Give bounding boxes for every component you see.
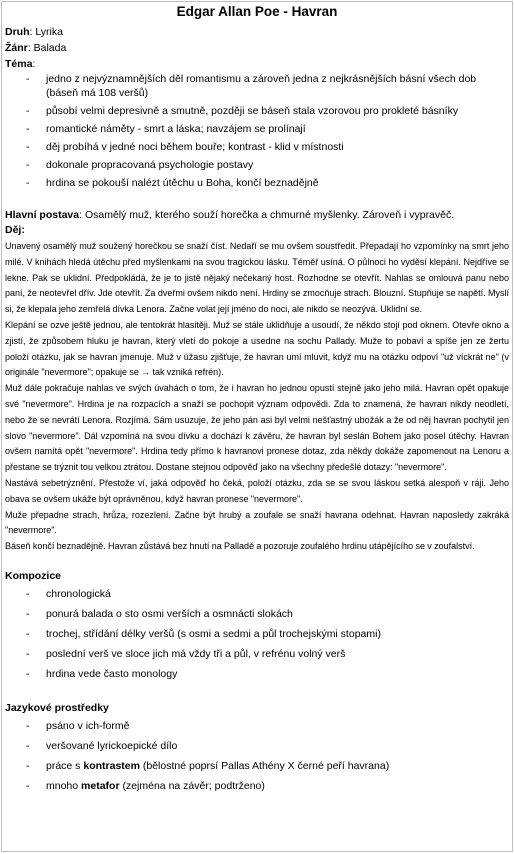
- list-item: [5, 719, 509, 733]
- tema-line: [5, 56, 509, 72]
- jazyk-heading: Jazykové prostředky: [5, 701, 109, 714]
- dej-paragraph: Muže přepadne strach, hrůza, rozezlení. Začne být hrubý a zoufale se snaží havrana odehnat. Havran naposledy zakráká "nevermore".: [5, 509, 509, 536]
- list-item: - trochej, střídání délky veršů (s osmi a sedmi a půl trochejskými stopami): [5, 627, 509, 641]
- list-item: - romantické náměty - smrt a láska; navzájem se prolínají: [5, 122, 509, 136]
- spacer: [5, 555, 509, 569]
- druh-label: Druh: [5, 26, 30, 38]
- list-item: - ponurá balada o sto osmi verších a osmnácti slokách: [5, 607, 509, 621]
- item-text: práce s: [46, 759, 84, 772]
- zanr-line: [5, 40, 509, 56]
- postava-label: Hlavní postava: [5, 209, 80, 221]
- dej-paragraph: Muž dále pokračuje nahlas ve svých úvahách o tom, že i havran ho jednou opustí stejně jako jeho milá. Havran opět opakuje své "nevermore". Hrdina je na rozpacích a snaží se pochopit význam odpovědi. Zda to znamená, že havran nikdy neodletí, nebo že se nevrátí Lenora. Rozjímá. Sám usuzuje, že jeho pán asi byl velmi nešťastný ubožák a že od něj havran pochytil jen slovo "nevermore". Dál vzpomíná na svou dívku a dochází k závěru, že havran byl seslán Bohem jako posel útěchy. Havran ovšem namítá opět "nevermore". Hrdina tedy přímo k havranovi pronese dotaz, zda někdy dokáže zapomenout na Lenoru a přestane se trýznit tou velkou ztrátou. Dostane stejnou odpověď jako na všechny předešlé dotazy: "nevermore".: [5, 383, 509, 473]
- zanr-label: Žánr: [5, 42, 28, 54]
- list-item: - chronologická: [5, 587, 509, 601]
- tema-list: [5, 72, 509, 190]
- dej-paragraph: Klepání se ozve ještě jednou, ale tentokrát hlasitěji. Muž se stále uklidňuje a usoudí, že někdo stojí pod oknem. Otevře okno a zjistí, že způsobem hluku je havran, který vletí do pokoje a usedne na sochu Pallady. Muže to pobaví a spíše jen ze žertu položí otázku, jak se havran jmenuje. Muž v úžasu zjišťuje, že havran umí mluvit, když mu na otázku odpoví "už víckrát ne" (v originále "nevermore"; opakuje se → tak vzniká refrén).: [5, 319, 509, 378]
- list-item: [5, 739, 509, 753]
- item-text: (bělostné poprsí Pallas Athény X černé peří havrana): [139, 759, 390, 772]
- jazyk-list: [5, 719, 509, 793]
- spacer: [5, 687, 509, 701]
- item-text: mnoho: [46, 779, 82, 792]
- kompozice-heading: Kompozice: [5, 569, 62, 582]
- dej-text: [5, 239, 509, 555]
- druh-value: : Lyrika: [29, 26, 63, 38]
- postava-line: [5, 208, 509, 222]
- zanr-value: : Balada: [27, 42, 67, 54]
- list-item: - dokonale propracovaná psychologie postavy: [5, 158, 509, 172]
- tema-colon: :: [32, 58, 36, 70]
- spacer: [5, 194, 509, 208]
- page-title: Edgar Allan Poe - Havran: [176, 4, 338, 19]
- list-item: - jedno z nejvýznamnějších děl romantismu a zároveň jedna z nejkrásnějších básní všech dob (báseň má 108 veršů): [5, 72, 509, 100]
- dej-heading: Děj:: [5, 224, 25, 236]
- dej-paragraph: Unavený osamělý muž soužený horečkou se snaží číst. Nedaří se mu ovšem soustředit. Přepadají ho vzpomínky na smrt jeho milé. V knihách hledá útěchu před myšlenkami na svou tragickou lásku. Téměř usíná. O půlnoci ho vyděsí klepání. Nejdříve se lekne. Pak se uklidní. Předpokládá, že je to jistě nějaký nečekaný host. Rozhodne se otevřít. Nahlas se omlouvá panu nebo paní, že neotevřel dřív. Jde otevřít. Za dveřmi ovšem nikdo není. Hrdiny se zmocňuje strach. Blouzní. Stupňuje se napětí. Myslí si, že klepala jeho zemřelá dívka Lenora. Začne volat její jméno do noci, ale nikdo se neozývá. Uklidní se.: [5, 241, 509, 315]
- item-bold: kontrastem: [83, 759, 140, 772]
- dej-paragraph: Báseň končí beznadějně. Havran zůstává bez hnutí na Palladě a pozoruje zoufalého hrdinu utápějícího se v zoufalství.: [5, 541, 475, 552]
- document-page: [1, 1, 513, 852]
- druh-line: [5, 24, 509, 40]
- list-item: - děj probíhá v jedné noci během bouře; kontrast - klid v místnosti: [5, 140, 509, 154]
- item-text: veršované lyrickoepické dílo: [46, 739, 178, 752]
- list-item: [5, 779, 509, 793]
- list-item: - poslední verš ve sloce jich má vždy tři a půl, v refrénu volný verš: [5, 647, 509, 661]
- list-item: - působí velmi depresivně a smutně, později se báseň stala vzorovou pro prokleté básníky: [5, 104, 509, 118]
- list-item: - hrdina vede často monology: [5, 667, 509, 681]
- dej-paragraph: Nastává sebetrýznění. Přestože ví, jaká odpověď ho čeká, položí otázku, zda se se svou láskou setká alespoň v ráji. Jeho obava se ovšem ukáže být oprávněnou, když havran pronese "nevermore".: [5, 477, 509, 504]
- item-text: psáno v ich-formě: [46, 719, 130, 732]
- kompozice-list: [5, 587, 509, 681]
- postava-value: : Osamělý muž, kterého souží horečka a chmurné myšlenky. Zároveň i vypravěč.: [79, 209, 455, 221]
- list-item: [5, 759, 509, 773]
- item-text: (zejména na závěr; podtrženo): [119, 779, 265, 792]
- list-item: - hrdina se pokouší nalézt útěchu u Boha, končí beznadějně: [5, 176, 509, 190]
- tema-label: Téma: [5, 58, 33, 70]
- item-bold: metafor: [81, 779, 120, 792]
